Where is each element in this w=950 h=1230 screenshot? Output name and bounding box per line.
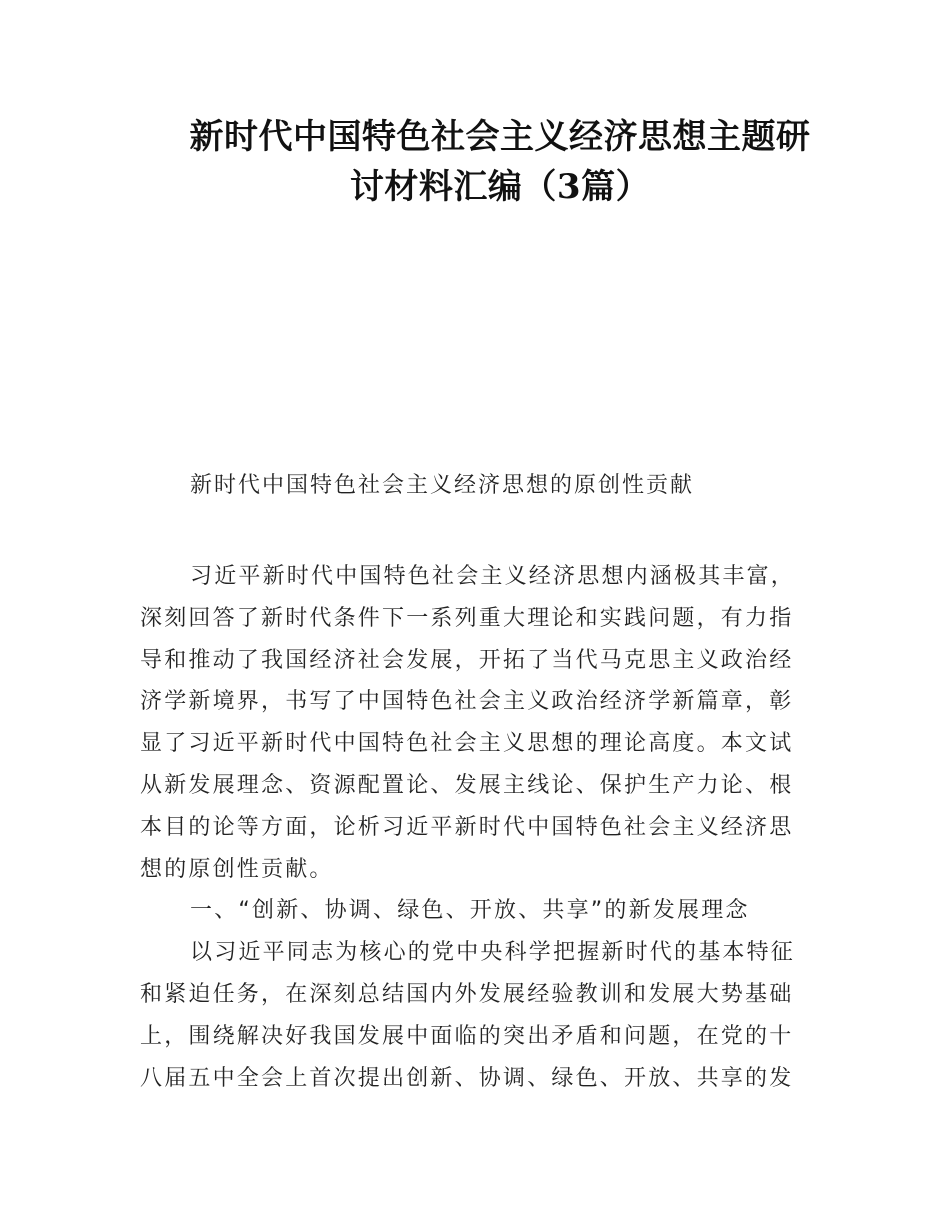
paragraph-line: 济学新境界，书写了中国特色社会主义政治经济学新篇章，彰: [140, 689, 794, 715]
document-body: [140, 556, 812, 1099]
paragraph-line: 以习近平同志为核心的党中央科学把握新时代的基本特征: [190, 940, 796, 966]
paragraph-line: 习近平新时代中国特色社会主义经济思想内涵极其丰富，: [190, 564, 796, 589]
document-title-line-2: 讨材料汇编（3篇）: [349, 167, 651, 207]
paragraph-line: 从新发展理念、资源配置论、发展主线论、保护生产力论、根: [140, 772, 794, 798]
paragraph-line: 显了习近平新时代中国特色社会主义思想的理论高度。本文试: [140, 731, 794, 757]
section-title: 新时代中国特色社会主义经济思想的原创性贡献: [190, 473, 695, 498]
paragraph-line: 和紧迫任务，在深刻总结国内外发展经验教训和发展大势基础: [140, 981, 794, 1007]
heading-line: 一、“创新、协调、绿色、开放、共享”的新发展理念: [190, 898, 750, 924]
paragraph-line: 导和推动了我国经济社会发展，开拓了当代马克思主义政治经: [140, 647, 794, 673]
paragraph-line: 八届五中全会上首次提出创新、协调、绿色、开放、共享的发: [140, 1065, 794, 1091]
document-title: [150, 112, 850, 212]
document-title-line-1: 新时代中国特色社会主义经济思想主题研: [189, 117, 811, 157]
paragraph-line: 上，围绕解决好我国发展中面临的突出矛盾和问题，在党的十: [140, 1023, 794, 1049]
paragraph-line: 想的原创性贡献。: [140, 856, 334, 882]
paragraph-line: 本目的论等方面，论析习近平新时代中国特色社会主义经济思: [140, 814, 794, 840]
paragraph-line: 深刻回答了新时代条件下一系列重大理论和实践问题，有力指: [140, 605, 794, 631]
